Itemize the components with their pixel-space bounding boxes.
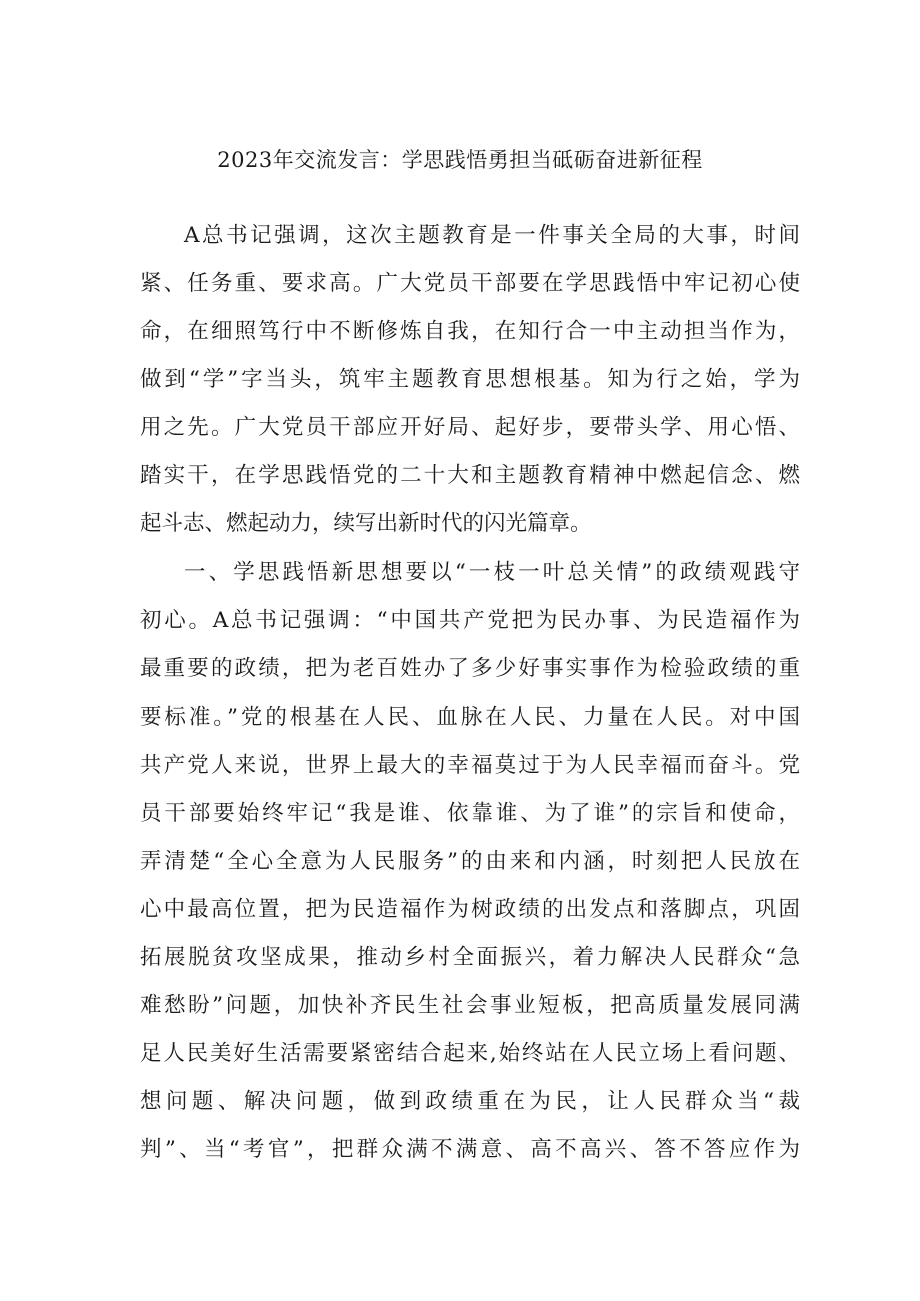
paragraph-line: 足人民美好生活需要紧密结合起来,始终站在人民立场上看问题、 [140,1041,800,1066]
paragraph-line: 员干部要始终牢记“我是谁、依靠谁、为了谁”的宗旨和使命， [140,801,800,826]
paragraph-line: A总书记强调，这次主题教育是一件事关全局的大事，时间 [184,223,800,248]
paragraph-line: 踏实干，在学思践悟党的二十大和主题教育精神中燃起信念、燃 [140,463,800,488]
paragraph-line: 难愁盼”问题，加快补齐民生社会事业短板，把高质量发展同满 [140,993,800,1018]
paragraph-line: 判”、当“考官”，把群众满不满意、高不高兴、答不答应作为 [140,1137,800,1162]
paragraph-line: 用之先。广大党员干部应开好局、起好步，要带头学、用心悟、 [140,415,800,440]
paragraph-line: 拓展脱贫攻坚成果，推动乡村全面振兴，着力解决人民群众“急 [140,945,800,970]
paragraph-line: 做到“学”字当头，筑牢主题教育思想根基。知为行之始，学为 [140,367,800,392]
paragraph-line: 命，在细照笃行中不断修炼自我，在知行合一中主动担当作为， [140,319,800,344]
paragraph-line: 要标准。”党的根基在人民、血脉在人民、力量在人民。对中国 [140,705,800,730]
paragraph-line: 弄清楚“全心全意为人民服务”的由来和内涵，时刻把人民放在 [140,849,800,874]
paragraph-line: 共产党人来说，世界上最大的幸福莫过于为人民幸福而奋斗。党 [140,753,800,778]
paragraph-line: 初心。A总书记强调：“中国共产党把为民办事、为民造福作为 [140,608,800,633]
paragraph-line: 紧、任务重、要求高。广大党员干部要在学思践悟中牢记初心使 [140,271,800,296]
paragraph-line: 最重要的政绩，把为老百姓办了多少好事实事作为检验政绩的重 [140,656,800,681]
document-title: 2023年交流发言：学思践悟勇担当砥砺奋进新征程 [217,148,703,172]
paragraph-line: 心中最高位置，把为民造福作为树政绩的出发点和落脚点，巩固 [140,897,800,922]
paragraph-line: 起斗志、燃起动力，续写出新时代的闪光篇章。 [140,511,592,536]
paragraph-line: 想问题、解决问题，做到政绩重在为民，让人民群众当“裁 [140,1089,800,1114]
paragraph-line: 一、学思践悟新思想要以“一枝一叶总关情”的政绩观践守 [184,560,800,585]
